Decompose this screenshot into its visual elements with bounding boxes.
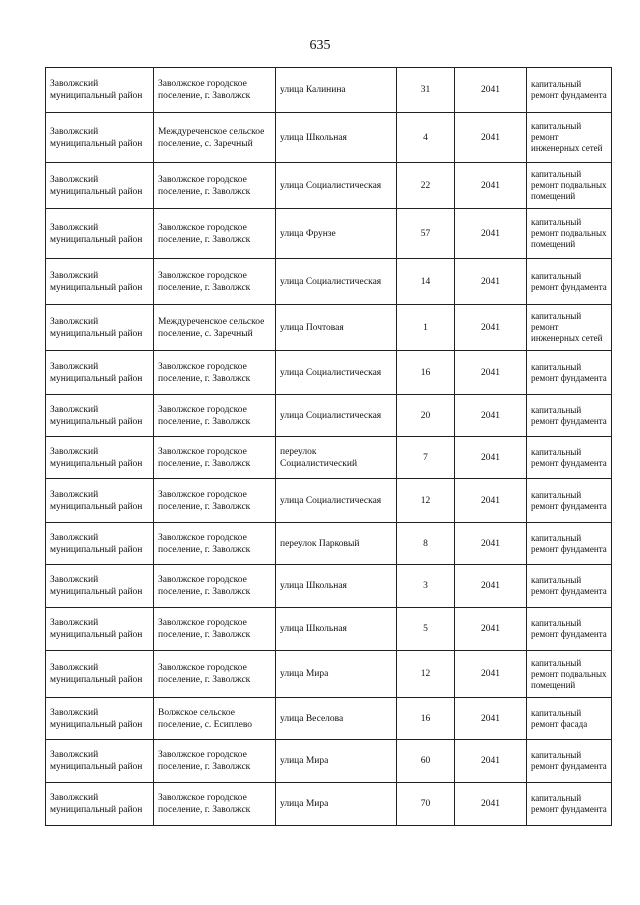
work-type-cell: капитальный ремонт фундамента [527, 437, 612, 479]
settlement-cell: Заволжское городское поселение, г. Заволжск [154, 783, 276, 826]
house-number-cell: 5 [397, 608, 455, 651]
settlement-cell: Заволжское городское поселение, г. Заволжск [154, 395, 276, 437]
house-number-cell: 16 [397, 351, 455, 395]
house-number-cell: 20 [397, 395, 455, 437]
house-number-cell: 7 [397, 437, 455, 479]
table-row [46, 259, 612, 305]
table-row [46, 698, 612, 740]
table-row [46, 479, 612, 523]
district-cell: Заволжский муниципальный район [46, 479, 154, 523]
table-row [46, 113, 612, 163]
year-cell: 2041 [455, 113, 527, 163]
street-cell: улица Школьная [276, 565, 397, 608]
district-cell: Заволжский муниципальный район [46, 783, 154, 826]
settlement-cell: Заволжское городское поселение, г. Заволжск [154, 740, 276, 783]
work-type-cell: капитальный ремонт фасада [527, 698, 612, 740]
settlement-cell: Заволжское городское поселение, г. Заволжск [154, 163, 276, 209]
street-cell: улица Социалистическая [276, 479, 397, 523]
district-cell: Заволжский муниципальный район [46, 305, 154, 351]
settlement-cell: Заволжское городское поселение, г. Заволжск [154, 479, 276, 523]
year-cell: 2041 [455, 698, 527, 740]
table-row [46, 565, 612, 608]
work-type-cell: капитальный ремонт инженерных сетей [527, 305, 612, 351]
year-cell: 2041 [455, 68, 527, 113]
work-type-cell: капитальный ремонт фундамента [527, 608, 612, 651]
street-cell: переулок Парковый [276, 523, 397, 565]
district-cell: Заволжский муниципальный район [46, 209, 154, 259]
year-cell: 2041 [455, 740, 527, 783]
table-row [46, 305, 612, 351]
work-type-cell: капитальный ремонт подвальных помещений [527, 163, 612, 209]
repair-schedule-table [45, 67, 612, 826]
house-number-cell: 14 [397, 259, 455, 305]
street-cell: улица Мира [276, 651, 397, 698]
street-cell: улица Фрунзе [276, 209, 397, 259]
year-cell: 2041 [455, 395, 527, 437]
settlement-cell: Междуреченское сельское поселение, с. Заречный [154, 305, 276, 351]
work-type-cell: капитальный ремонт фундамента [527, 479, 612, 523]
settlement-cell: Волжское сельское поселение, с. Есиплево [154, 698, 276, 740]
district-cell: Заволжский муниципальный район [46, 68, 154, 113]
table-row [46, 523, 612, 565]
district-cell: Заволжский муниципальный район [46, 523, 154, 565]
house-number-cell: 1 [397, 305, 455, 351]
year-cell: 2041 [455, 783, 527, 826]
work-type-cell: капитальный ремонт подвальных помещений [527, 209, 612, 259]
district-cell: Заволжский муниципальный район [46, 395, 154, 437]
work-type-cell: капитальный ремонт фундамента [527, 565, 612, 608]
page-number: 635 [309, 38, 331, 53]
work-type-cell: капитальный ремонт фундамента [527, 740, 612, 783]
district-cell: Заволжский муниципальный район [46, 740, 154, 783]
year-cell: 2041 [455, 651, 527, 698]
settlement-cell: Междуреченское сельское поселение, с. Заречный [154, 113, 276, 163]
work-type-cell: капитальный ремонт фундамента [527, 68, 612, 113]
year-cell: 2041 [455, 305, 527, 351]
settlement-cell: Заволжское городское поселение, г. Заволжск [154, 209, 276, 259]
settlement-cell: Заволжское городское поселение, г. Заволжск [154, 351, 276, 395]
work-type-cell: капитальный ремонт фундамента [527, 351, 612, 395]
work-type-cell: капитальный ремонт фундамента [527, 523, 612, 565]
table-row [46, 783, 612, 826]
street-cell: улица Социалистическая [276, 351, 397, 395]
settlement-cell: Заволжское городское поселение, г. Заволжск [154, 437, 276, 479]
district-cell: Заволжский муниципальный район [46, 163, 154, 209]
table-row [46, 437, 612, 479]
district-cell: Заволжский муниципальный район [46, 608, 154, 651]
table-body [46, 68, 612, 826]
year-cell: 2041 [455, 209, 527, 259]
settlement-cell: Заволжское городское поселение, г. Заволжск [154, 68, 276, 113]
year-cell: 2041 [455, 163, 527, 209]
house-number-cell: 57 [397, 209, 455, 259]
year-cell: 2041 [455, 479, 527, 523]
house-number-cell: 12 [397, 651, 455, 698]
house-number-cell: 12 [397, 479, 455, 523]
year-cell: 2041 [455, 437, 527, 479]
street-cell: улица Веселова [276, 698, 397, 740]
district-cell: Заволжский муниципальный район [46, 351, 154, 395]
table-row [46, 740, 612, 783]
street-cell: улица Калинина [276, 68, 397, 113]
work-type-cell: капитальный ремонт фундамента [527, 259, 612, 305]
district-cell: Заволжский муниципальный район [46, 113, 154, 163]
district-cell: Заволжский муниципальный район [46, 259, 154, 305]
settlement-cell: Заволжское городское поселение, г. Заволжск [154, 259, 276, 305]
street-cell: переулок Социалистический [276, 437, 397, 479]
street-cell: улица Социалистическая [276, 395, 397, 437]
settlement-cell: Заволжское городское поселение, г. Заволжск [154, 523, 276, 565]
year-cell: 2041 [455, 259, 527, 305]
table-row [46, 163, 612, 209]
work-type-cell: капитальный ремонт фундамента [527, 783, 612, 826]
table-row [46, 68, 612, 113]
district-cell: Заволжский муниципальный район [46, 698, 154, 740]
house-number-cell: 22 [397, 163, 455, 209]
house-number-cell: 70 [397, 783, 455, 826]
table-row [46, 351, 612, 395]
settlement-cell: Заволжское городское поселение, г. Заволжск [154, 608, 276, 651]
work-type-cell: капитальный ремонт подвальных помещений [527, 651, 612, 698]
year-cell: 2041 [455, 608, 527, 651]
street-cell: улица Школьная [276, 608, 397, 651]
street-cell: улица Мира [276, 783, 397, 826]
year-cell: 2041 [455, 565, 527, 608]
settlement-cell: Заволжское городское поселение, г. Заволжск [154, 651, 276, 698]
year-cell: 2041 [455, 523, 527, 565]
house-number-cell: 16 [397, 698, 455, 740]
house-number-cell: 8 [397, 523, 455, 565]
house-number-cell: 60 [397, 740, 455, 783]
house-number-cell: 31 [397, 68, 455, 113]
table-row [46, 395, 612, 437]
house-number-cell: 4 [397, 113, 455, 163]
settlement-cell: Заволжское городское поселение, г. Заволжск [154, 565, 276, 608]
district-cell: Заволжский муниципальный район [46, 651, 154, 698]
street-cell: улица Почтовая [276, 305, 397, 351]
district-cell: Заволжский муниципальный район [46, 437, 154, 479]
work-type-cell: капитальный ремонт фундамента [527, 395, 612, 437]
table-row [46, 608, 612, 651]
table-row [46, 651, 612, 698]
street-cell: улица Мира [276, 740, 397, 783]
year-cell: 2041 [455, 351, 527, 395]
work-type-cell: капитальный ремонт инженерных сетей [527, 113, 612, 163]
street-cell: улица Социалистическая [276, 163, 397, 209]
district-cell: Заволжский муниципальный район [46, 565, 154, 608]
street-cell: улица Социалистическая [276, 259, 397, 305]
street-cell: улица Школьная [276, 113, 397, 163]
table-row [46, 209, 612, 259]
house-number-cell: 3 [397, 565, 455, 608]
